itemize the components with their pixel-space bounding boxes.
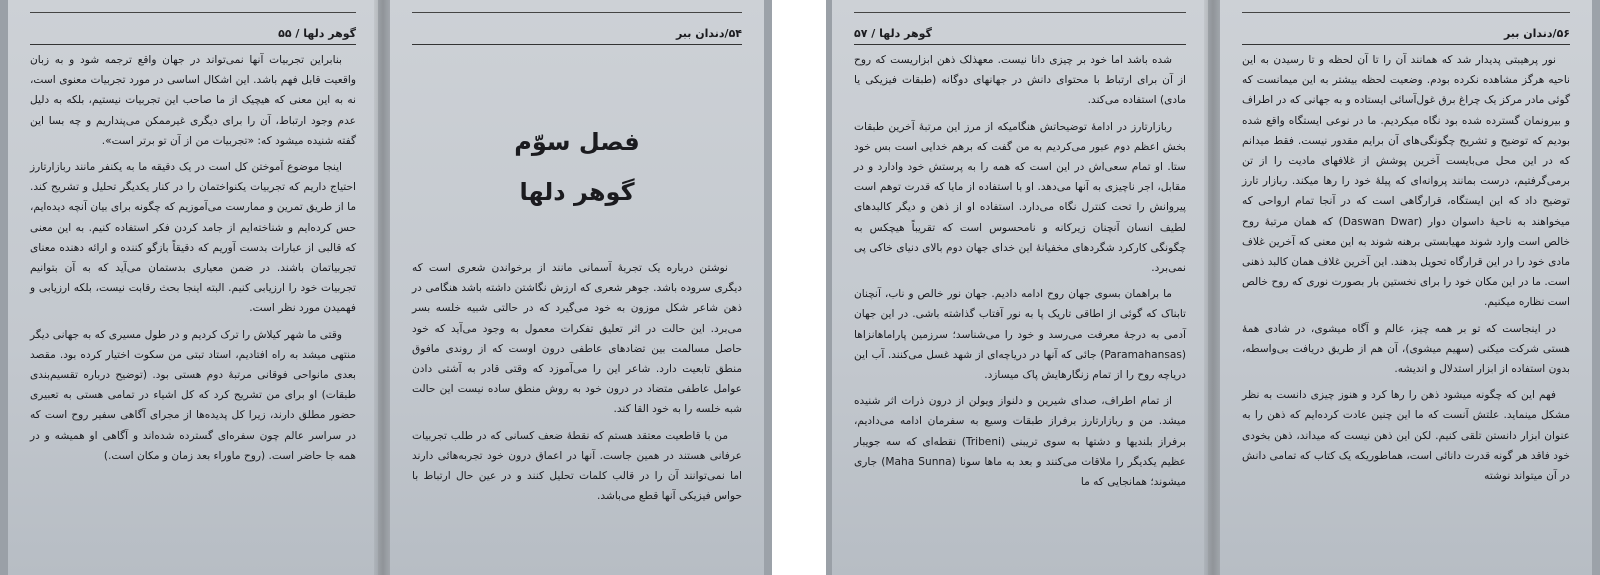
header-rule (1242, 12, 1570, 13)
chapter-number: فصل سوّم (514, 128, 640, 156)
paragraph: ربازارتارز در ادامهٔ توضیحاتش هنگامیکه از مرز این مرتبهٔ آخرین طبقات بخش اعظم دوم عبور می‌کردیم به من گفت که برهم خدایی است بس خود ستا. او تمام سعی‌اش در این است که همه را به پرستش خود وادارد و در مقابل، اجر ناچیزی به آنها می‌دهد. او با استفاده از مایا که قدرت توهم است پیروانش را تحت کنترل نگاه می‌دارد. استفاده او از ذهن و دیگر کالبدهای لطیف انسان آنچنان زیرکانه و نامحسوس است که تقریباً هیچکس به چگونگی کارکرد شگردهای مخفیانهٔ این خدای جهان دوم بالای دنیای خاکی پی نمی‌برد. (854, 120, 1186, 275)
running-header (1242, 26, 1570, 45)
paragraph: وقتی ما شهر کیلاش را ترک کردیم و در طول مسیری که به جهانی دیگر منتهی میشد به راه افتادیم، استاد تبتی من سکوت اختیار کرده بود. مقصد بعدی مانواحی فوقانی مرتبهٔ دوم هستی بود. (توضیح درباره تقسیم‌بندی طبقات) او برای من تشریح کرد که کل اشیاء در تمامی هستی به تعبیری حضور مطلق دارند، زیرا کل پدیده‌ها از مجرای آگاهی سفیر روح است که در سراسر عالم چون سفره‌ای گسترده شده‌اند و آگاهی او همیشه و در همه جا حاضر است. (روح ماوراء بعد زمان و مکان است.) (30, 328, 356, 462)
running-header-title: ۵۴/دندان ببر (675, 27, 742, 40)
paragraph: از تمام اطراف، صدای شیرین و دلنواز ویولن از درون ذرات اثر شنیده میشد. من و ربازارتارز برفراز طبقات وسیع به سفرمان ادامه می‌دادیم، برفراز بلندیها و دشتها به سوی تریبنی (Tribeni) نقطه‌ای که سه جویبار عظیم یکدیگر را ملاقات می‌کنند و بعد به ماها سونا (Maha Sunna) جاری میشوند؛ همانجایی که ما (854, 395, 1186, 489)
paragraph: اینجا موضوع آموختن کل است در یک دقیقه ما به یکنفر مانند ربازارتارز احتیاج داریم که تجربیات یکنواختمان را در کنار یکدیگر تحلیل و تشریح کند. ما از طریق تمرین و ممارست می‌آموزیم که چگونه برای بیان آنچه دیده‌ایم، حس کرده‌ایم و شناخته‌ایم از جامد کردن فکر استفاده کنیم. به این معنی که قالبی از عبارات بدست آوریم که دقیقاً بازگو کننده و ارائه دهنده معنای تجربیاتمان باشند. در ضمن معیاری بدستمان می‌آید که به آن بتوانیم تجربیات خود را ارزیابی کنیم. البته اینجا بحث رقابت نیست، بلکه ارزیابی و فهمیدن مورد نظر است. (30, 161, 356, 315)
page-body-text (30, 50, 356, 575)
header-rule (30, 12, 356, 13)
book-page-55 (8, 0, 378, 575)
running-header-title: گوهر دلها / ۵۵ (278, 27, 356, 40)
running-header-title: گوهر دلها / ۵۷ (854, 27, 932, 40)
photo-spread-left (0, 0, 772, 575)
page-body-text (412, 258, 742, 575)
paragraph: فهم این که چگونه میشود ذهن را رها کرد و هنوز چیزی دانست به نظر مشکل مینماید. علتش آنست که ما این چنین عادت کرده‌ایم که ذهن را به عنوان ابزار دانستن تلقی کنیم. لکن این ذهن نیست که میداند، ذهن بخودی خود فاقد هر گونه قدرت دانائی است، هماطوریکه یک کتاب که تمامی دانش در آن میتواند نوشته (1242, 389, 1570, 483)
page-body-text (1242, 50, 1570, 575)
paragraph: نور پرهیبتی پدیدار شد که همانند آن را تا آن لحظه و تا رسیدن به این ناحیه هرگز مشاهده نکرده بودم. وضعیت لحظه بیشتر به این میمانست که گوئی مادر مرکز یک چراغ برق غول‌آسائی ایستاده و به جهانی که در اطراف و بیرونمان گسترده شده بود نگاه میکردیم. ما در نوعی ایستگاه واقع شده بودیم که توضیح و تشریح چگونگی‌های آن برایم مقدور نیست. فقط میدانم که در این محل می‌بایست آخرین پوشش از غلافهای مادیت را از تن برمی‌گرفتیم، درست بمانند پروانه‌ای که پیلهٔ خود را رها میکند. ربازار تارز توضیح داد که این ایستگاه، قرارگاهی است که در آنجا تمام ارواحی که میخواهند به ناحیهٔ داسوان دوار (Daswan Dwar) که همان مرتبهٔ روح خالص است وارد شوند مهیابستی برهنه شوند به این معنی که آخرین غلاف مادی خود را در این قرارگاه تحویل بدهند. این آخرین غلاف همان کالبد ذهنی است. ما در این مکان خود را برای نخستین بار بصورت نوری که روح خالص است نظاره میکنیم. (1242, 54, 1571, 309)
paragraph: نوشتن درباره یک تجربهٔ آسمانی مانند از برخواندن شعری است که دیگری سروده باشد. جوهر شعری که ارزش نگاشتن داشته باشد هنگامی در ذهن شاعر شکل موزون به خود می‌گیرد که در حالتی شبیه خلسه بسر می‌برد. این حالت در اثر تعلیق تفکرات معمول به وجود می‌آید که خود حاصل مسالمت بین تضادهای عاطفی درون اوست که از روندی مافوق منطق تابعیت دارد. شاعر این را می‌آموزد که وقتی قادر به آشتی دادن عوامل عاطفی متضاد در درون خود به روش منطق ساده نیست این حالت شبه خلسه را به خود القا کند. (412, 262, 742, 416)
running-header (412, 26, 742, 45)
paragraph: شده باشد اما خود بر چیزی دانا نیست. معهذلک ذهن ابزاریست که روح از آن برای ارتباط با محتوای دانش در جهانهای دوگانه (طبقات فیزیکی یا مادی) استفاده می‌کند. (854, 54, 1186, 107)
paragraph: در اینجاست که تو بر همه چیز، عالم و آگاه میشوی، در شادی همهٔ هستی شرکت میکنی (سهیم میشوی)، آن هم از طریق دریافت بی‌واسطه، بدون استفاده از ابزار استدلال و اندیشه. (1242, 322, 1570, 376)
book-page-54 (390, 0, 764, 575)
header-rule (412, 12, 742, 13)
photo-spread-right (826, 0, 1600, 575)
paragraph: بنابراین تجربیات آنها نمی‌تواند در جهان واقع ترجمه شود و به زبان واقعیت قابل فهم باشد. این اشکال اساسی در مورد تجربیات معنوی است، نه به این معنی که هیچیک از ما صاحب این تجربیات نیستیم، بلکه به دلیل عدم وجود ارتباط، آن را برای دیگری غیرممکن می‌پنداریم و چه بسا این گفته شنیده میشود که: «تجربیات من از آن تو برتر است». (30, 54, 356, 147)
book-page-56 (1220, 0, 1592, 575)
header-rule (854, 12, 1186, 13)
book-page-57 (832, 0, 1208, 575)
running-header-title: ۵۶/دندان ببر (1503, 27, 1570, 40)
page-body-text (854, 50, 1186, 575)
running-header (30, 26, 356, 45)
paragraph: من با قاطعیت معتقد هستم که نقطهٔ ضعف کسانی که در طلب تجربیات عرفانی هستند در همین جاست. آنها در اعماق درون خود تجربه‌هائی دارند اما نمی‌توانند آن را در قالب کلمات تحلیل کنند و در عین حال ارتباط با حواس فیزیکی آنها قطع می‌باشد. (412, 429, 742, 503)
chapter-title: گوهر دلها (519, 178, 635, 206)
running-header (854, 26, 1186, 45)
paragraph: ما براهمان بسوی جهان روح ادامه دادیم. جهان نور خالص و ناب، آنچنان تابناک که گوئی از اطاقی تاریک پا به نور آفتاب گذاشته باشی. در این جهان آدمی به درجهٔ معرفت می‌رسد و خود را می‌شناسد؛ سرزمین پاراماهانزاها (Paramahansas) جائی که آنها در دریاچه‌ای از شهد غسل می‌کنند. آب این دریاچه روح را از تمام زنگارهایش پاک میسازد. (854, 288, 1186, 382)
